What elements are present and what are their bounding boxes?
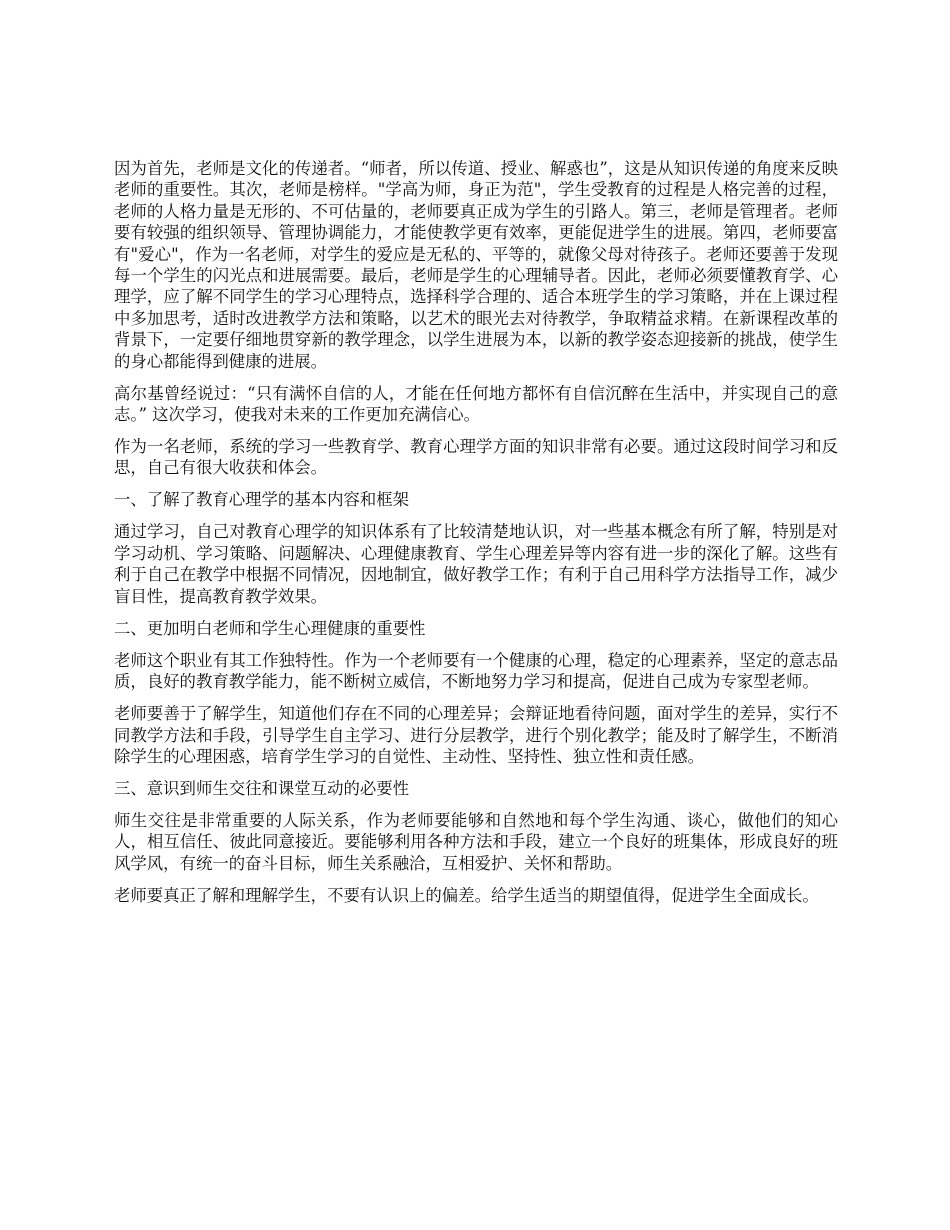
paragraph-gorky-quote: 高尔基曾经说过：“只有满怀自信的人，才能在任何地方都怀有自信沉醉在生活中，并实现自己的意志。” 这次学习，使我对未来的工作更加充满信心。 [114,383,838,425]
section-heading-3: 三、意识到师生交往和课堂互动的必要性 [114,778,410,798]
section-heading-2: 二、更加明白老师和学生心理健康的重要性 [114,618,426,638]
document-body [114,158,838,917]
paragraph-section-1: 通过学习，自己对教育心理学的知识体系有了比较清楚地认识，对一些基本概念有所了解，特别是对学习动机、学习策略、问题解决、心理健康教育、学生心理差异等内容有进一步的深化了解。这些有利于自己在教学中根据不同情况，因地制宜，做好教学工作；有利于自己用科学方法指导工作，减少盲目性，提高教育教学效果。 [114,522,838,606]
paragraph-section-2a: 老师这个职业有其工作独特性。作为一个老师要有一个健康的心理，稳定的心理素养，坚定的意志品质，良好的教育教学能力，能不断树立威信，不断地努力学习和提高，促进自己成为专家型老师。 [114,650,838,692]
paragraph-section-2b: 老师要善于了解学生，知道他们存在不同的心理差异；会辩证地看待问题，面对学生的差异，实行不同教学方法和手段，引导学生自主学习、进行分层教学，进行个别化教学；能及时了解学生，不断消除学生的心理困惑，培育学生学习的自觉性、主动性、坚持性、独立性和责任感。 [114,704,838,766]
paragraph-learning-necessity: 作为一名老师，系统的学习一些教育学、教育心理学方面的知识非常有必要。通过这段时间学习和反思，自己有很大收获和体会。 [114,437,838,478]
paragraph-section-3b: 老师要真正了解和理解学生，不要有认识上的偏差。给学生适当的期望值得，促进学生全面成长。 [114,885,819,905]
paragraph-teacher-roles: 因为首先，老师是文化的传递者。“师者，所以传道、授业、解惑也”，这是从知识传递的角度来反映老师的重要性。其次，老师是榜样。"学高为师，身正为范"，学生受教育的过程是人格完善的过程，老师的人格力量是无形的、不可估量的，老师要真正成为学生的引路人。第三，老师是管理者。老师要有较强的组织领导、管理协调能力，才能使教学更有效率，更能促进学生的进展。第四，老师要富有"爱心"，作为一名老师，对学生的爱应是无私的、平等的，就像父母对待孩子。老师还要善于发现每一个学生的闪光点和进展需要。最后，老师是学生的心理辅导者。因此，老师必须要懂教育学、心理学，应了解不同学生的学习心理特点，选择科学合理的、适合本班学生的学习策略，并在上课过程中多加思考，适时改进教学方法和策略，以艺术的眼光去对待教学，争取精益求精。在新课程改革的背景下，一定要仔细地贯穿新的教学理念，以学生进展为本，以新的教学姿态迎接新的挑战，使学生的身心都能得到健康的进展。 [114,159,838,371]
paragraph-section-3a: 师生交往是非常重要的人际关系，作为老师要能够和自然地和每个学生沟通、谈心，做他们的知心人，相互信任、彼此同意接近。要能够利用各种方法和手段，建立一个良好的班集体，形成良好的班风学风，有统一的奋斗目标，师生关系融洽，互相爱护、关怀和帮助。 [114,810,838,873]
section-heading-1: 一、了解了教育心理学的基本内容和框架 [114,490,410,510]
